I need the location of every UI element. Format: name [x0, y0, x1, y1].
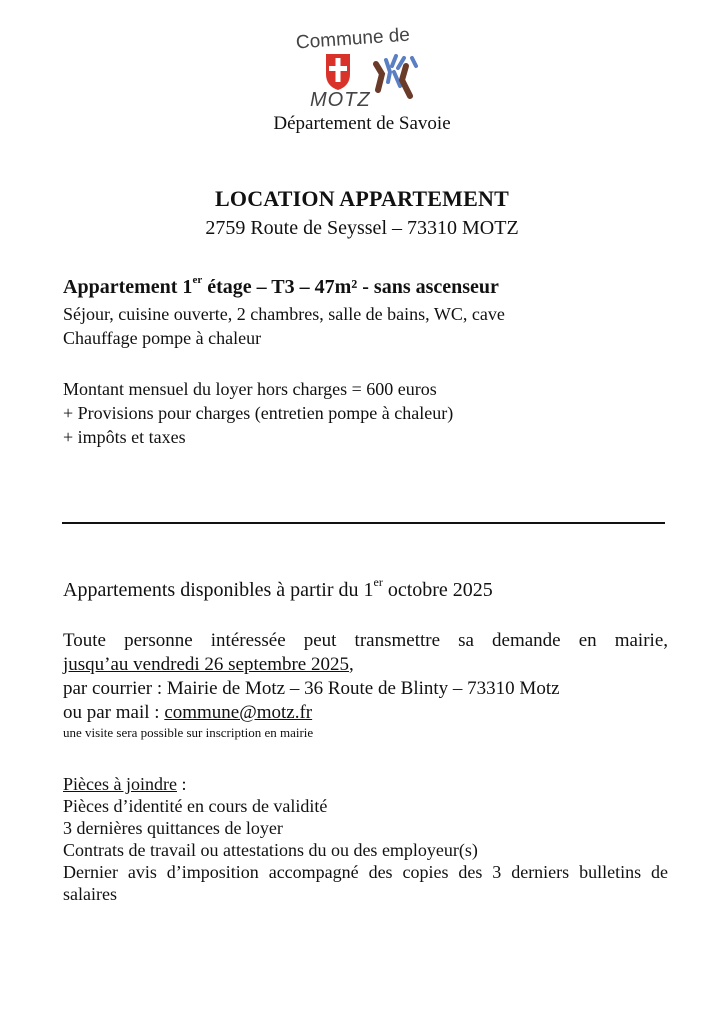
- rent-line-2: + Provisions pour charges (entretien pompe à chaleur): [63, 403, 454, 423]
- rent-line-1: Montant mensuel du loyer hors charges = 600 euros: [63, 379, 437, 399]
- documents-heading-suffix: :: [176, 774, 187, 794]
- contact-deadline-suffix: ,: [348, 654, 354, 675]
- contact-deadline: jusqu’au vendredi 26 septembre 2025: [63, 654, 349, 675]
- apartment-heating: Chauffage pompe à chaleur: [63, 328, 262, 348]
- documents-section: [63, 773, 668, 905]
- section-divider: [62, 522, 665, 524]
- document-item: Pièces d’identité en cours de validité: [63, 796, 328, 816]
- page-title: LOCATION APPARTEMENT: [215, 186, 509, 211]
- apartment-description: [63, 302, 668, 350]
- availability-line: [63, 577, 668, 603]
- document-item: 3 dernières quittances de loyer: [63, 818, 283, 838]
- contact-deadline-line: [63, 653, 668, 677]
- availability-post: octobre 2025: [382, 579, 493, 601]
- commune-logo: [290, 20, 438, 116]
- apartment-heading: [63, 274, 668, 300]
- contact-mail-prefix: ou par mail :: [63, 702, 165, 723]
- contact-section: [63, 629, 668, 741]
- logo-text-bottom: MOTZ: [310, 89, 371, 111]
- property-address: 2759 Route de Seyssel – 73310 MOTZ: [205, 217, 519, 239]
- documents-heading-line: [63, 773, 668, 795]
- availability-sup: er: [373, 575, 383, 590]
- figure-brown-2-icon: [402, 66, 410, 96]
- document-item: Contrats de travail ou attestations du ou des employeur(s): [63, 840, 478, 860]
- figure-blue-icon: [386, 60, 390, 82]
- apartment-heading-post: étage – T3 – 47m² - sans ascenseur: [202, 276, 499, 298]
- contact-postal: par courrier : Mairie de Motz – 36 Route de Blinty – 73310 Motz: [63, 678, 560, 699]
- rent-section: [63, 377, 668, 449]
- motz-logo-graphic: [290, 20, 438, 116]
- document-item: Dernier avis d’imposition accompagné des copies des 3 derniers bulletins de salaires: [63, 862, 668, 904]
- contact-line-1: Toute personne intéressée peut transmettre sa demande en mairie,: [63, 630, 668, 651]
- contact-mail-line: [63, 701, 668, 725]
- visit-note: une visite sera possible sur inscription en mairie: [63, 725, 314, 740]
- apartment-rooms: Séjour, cuisine ouverte, 2 chambres, salle de bains, WC, cave: [63, 304, 505, 324]
- availability-pre: Appartements disponibles à partir du 1: [63, 579, 374, 601]
- department-label: Département de Savoie: [273, 113, 451, 134]
- rent-line-3: + impôts et taxes: [63, 427, 186, 447]
- documents-heading: Pièces à joindre: [63, 774, 177, 794]
- apartment-heading-pre: Appartement 1: [63, 276, 193, 298]
- email-link[interactable]: commune@motz.fr: [164, 702, 313, 723]
- logo-text-top: Commune de: [295, 24, 411, 54]
- apartment-heading-sup: er: [192, 274, 203, 287]
- figure-brown-icon: [376, 64, 382, 90]
